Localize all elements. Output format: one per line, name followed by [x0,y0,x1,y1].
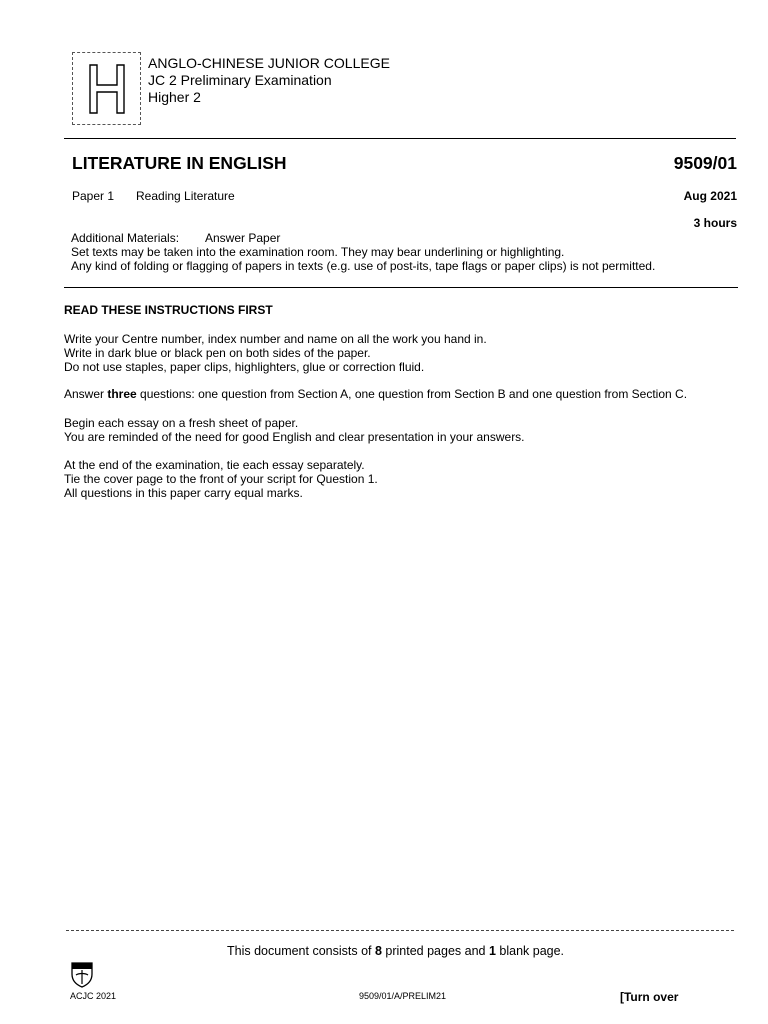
exam-level: Higher 2 [148,89,201,105]
instruction-line: You are reminded of the need for good English and clear presentation in your answers. [64,430,525,444]
pages-suffix: blank page. [495,944,565,958]
college-name: ANGLO-CHINESE JUNIOR COLLEGE [148,55,390,71]
answer-prefix: Answer [64,387,108,401]
materials-note-2: Any kind of folding or flagging of papers in texts (e.g. use of post-its, tape flags or paper clips) is not permitted. [71,259,656,273]
footer-divider [66,930,734,931]
instruction-line: Write your Centre number, index number and name on all the work you hand in. [64,332,487,346]
printed-page-count: 8 [374,944,382,958]
blank-page-count: 1 [488,944,496,958]
pages-middle: printed pages and [381,944,489,958]
instruction-line: At the end of the examination, tie each essay separately. [64,458,365,472]
h-letter-icon [88,63,126,115]
pages-prefix: This document consists of [227,944,375,958]
materials-value: Answer Paper [205,231,281,245]
answer-suffix: questions: one question from Section A, one question from Section B and one question from Section C. [136,387,688,401]
instruction-line: Do not use staples, paper clips, highlighters, glue or correction fluid. [64,360,425,374]
paper-code: 9509/01 [673,153,737,173]
subject-level-box [72,52,141,125]
paper-number: Paper 1 [72,189,115,203]
document-reference: 9509/01/A/PRELIM21 [359,991,447,1001]
instruction-line: All questions in this paper carry equal marks. [64,486,303,500]
copyright: ACJC 2021 [70,991,117,1001]
subject-title: LITERATURE IN ENGLISH [72,153,287,173]
answer-instruction [64,387,687,401]
exam-date: Aug 2021 [683,189,737,203]
instruction-line: Begin each essay on a fresh sheet of paper. [64,416,299,430]
materials-label: Additional Materials: [71,231,180,245]
turn-over-note: [Turn over [620,990,679,1004]
exam-name: JC 2 Preliminary Examination [148,72,332,88]
instruction-line: Write in dark blue or black pen on both sides of the paper. [64,346,371,360]
instructions-heading: READ THESE INSTRUCTIONS FIRST [64,303,273,317]
college-crest-icon [68,960,96,988]
materials-note-1: Set texts may be taken into the examination room. They may bear underlining or highlighting. [71,245,565,259]
header-divider [64,138,736,139]
page-count-note [227,944,564,958]
instruction-line: Tie the cover page to the front of your script for Question 1. [64,472,378,486]
instructions-divider [64,287,738,288]
answer-count: three [107,387,137,401]
paper-title: Reading Literature [136,189,235,203]
exam-duration: 3 hours [693,216,737,230]
